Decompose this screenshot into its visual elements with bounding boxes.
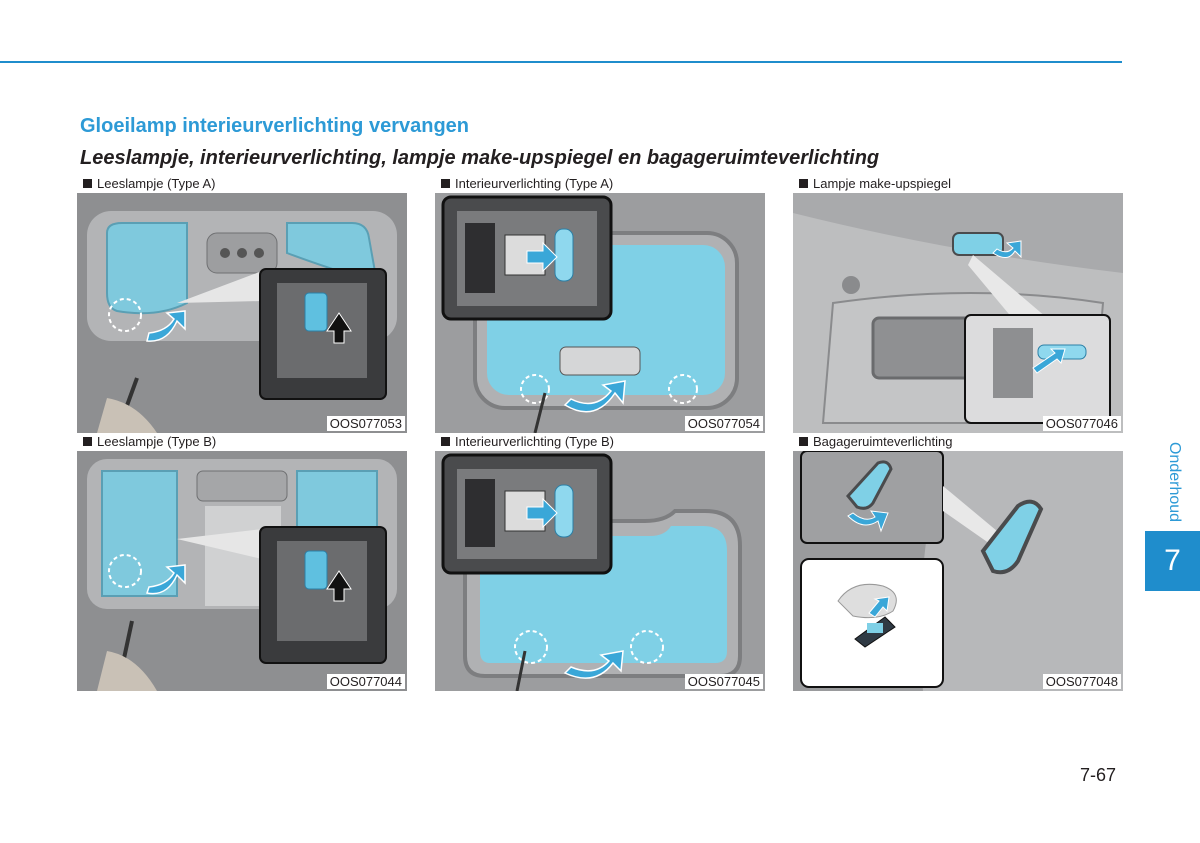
luggage-light-illustration bbox=[793, 451, 1123, 691]
interior-light-illustration bbox=[435, 193, 765, 433]
figure-code: OOS077046 bbox=[1043, 416, 1121, 431]
page-subtitle: Leeslampje, interieurverlichting, lampje make-upspiegel en bagageruimteverlichting bbox=[80, 147, 880, 169]
bullet-square-icon bbox=[441, 179, 450, 188]
reading-lamp-illustration bbox=[77, 193, 407, 433]
chapter-number-tab bbox=[1145, 531, 1200, 591]
figure-interior-light-type-b bbox=[435, 433, 765, 691]
bullet-square-icon bbox=[83, 179, 92, 188]
figure-code: OOS077044 bbox=[327, 674, 405, 689]
figure-reading-lamp-type-b bbox=[77, 433, 407, 691]
section-title: Gloeilamp interieurverlichting vervangen bbox=[80, 115, 470, 137]
bullet-square-icon bbox=[799, 179, 808, 188]
chapter-title: Onderhoud bbox=[1166, 441, 1183, 523]
figure-code: OOS077054 bbox=[685, 416, 763, 431]
figure-interior-light-type-a bbox=[435, 175, 765, 433]
figure-caption: Lampje make-upspiegel bbox=[813, 176, 952, 191]
figure-caption: Bagageruimteverlichting bbox=[813, 434, 953, 449]
chapter-title-tab bbox=[1158, 432, 1190, 532]
bullet-square-icon bbox=[441, 437, 450, 446]
bullet-square-icon bbox=[83, 437, 92, 446]
figure-code: OOS077045 bbox=[685, 674, 763, 689]
reading-lamp-illustration bbox=[77, 451, 407, 691]
figure-caption: Interieurverlichting (Type B) bbox=[455, 434, 614, 449]
figure-code: OOS077053 bbox=[327, 416, 405, 431]
interior-light-illustration bbox=[435, 451, 765, 691]
figure-luggage-light bbox=[793, 433, 1123, 691]
chapter-number: 7 bbox=[1164, 544, 1181, 577]
figure-caption: Interieurverlichting (Type A) bbox=[455, 176, 614, 191]
page-number: 7-67 bbox=[1080, 765, 1117, 785]
bullet-square-icon bbox=[799, 437, 808, 446]
top-rule bbox=[0, 61, 1122, 63]
figure-reading-lamp-type-a bbox=[77, 175, 407, 433]
figure-caption: Leeslampje (Type B) bbox=[97, 434, 217, 449]
figure-code: OOS077048 bbox=[1043, 674, 1121, 689]
vanity-mirror-illustration bbox=[793, 193, 1123, 433]
figure-caption: Leeslampje (Type A) bbox=[97, 176, 216, 191]
figure-vanity-mirror-lamp bbox=[793, 175, 1123, 433]
